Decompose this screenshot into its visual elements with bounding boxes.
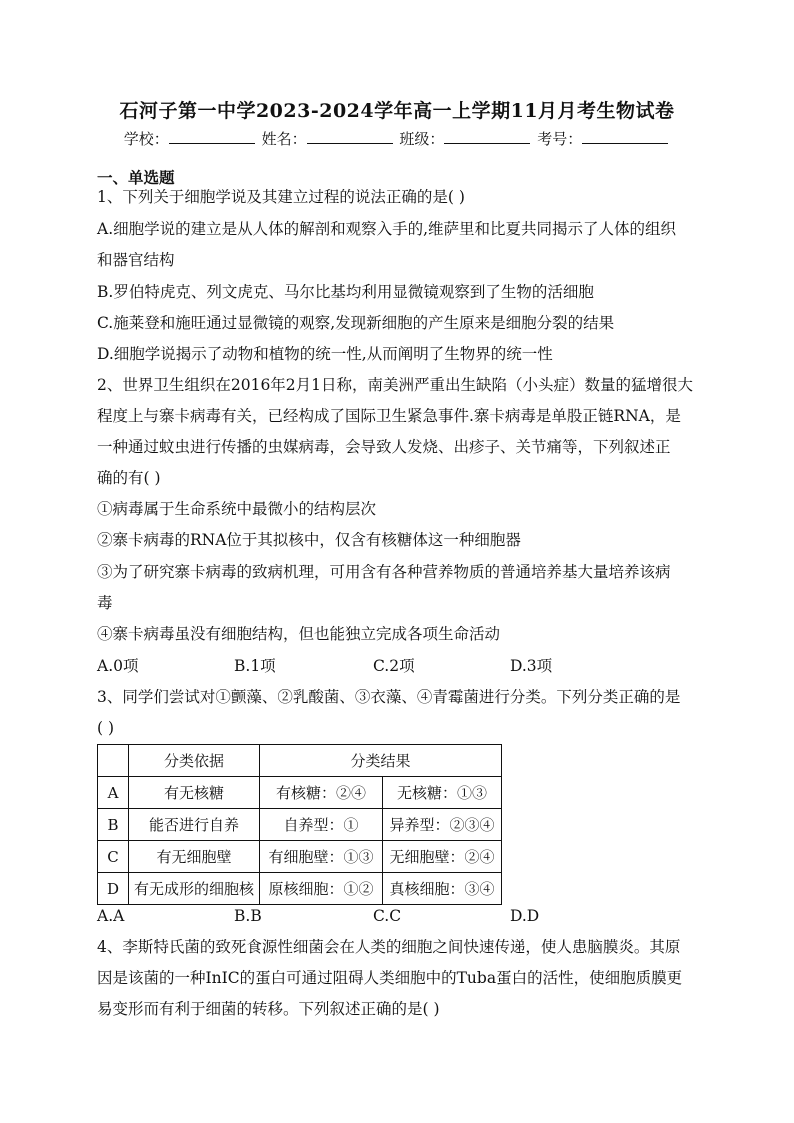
table-cell: D bbox=[98, 873, 129, 905]
table-cell: 有无成形的细胞核 bbox=[129, 873, 260, 905]
q4-stem-line2: 因是该菌的一种InIC的蛋白可通过阻碍人类细胞中的Tuba蛋白的活性，使细胞质膜更 bbox=[97, 969, 683, 987]
school-blank[interactable] bbox=[169, 129, 255, 144]
table-cell: 异养型：②③④ bbox=[383, 809, 502, 841]
table-row bbox=[98, 809, 502, 841]
q3-option-a[interactable]: A.A bbox=[97, 907, 125, 925]
table-cell: B bbox=[98, 809, 129, 841]
school-label: 学校： bbox=[123, 130, 169, 148]
class-blank[interactable] bbox=[444, 129, 530, 144]
table-row bbox=[98, 777, 502, 809]
q2-statement-3-line1: ③为了研究寨卡病毒的致病机理，可用含有各种营养物质的普通培养基大量培养该病 bbox=[97, 563, 671, 581]
table-cell: 原核细胞：①② bbox=[260, 873, 383, 905]
q1-stem: 1、下列关于细胞学说及其建立过程的说法正确的是( ) bbox=[97, 188, 465, 206]
name-blank[interactable] bbox=[307, 129, 393, 144]
table-header-row bbox=[98, 745, 502, 777]
q3-option-d[interactable]: D.D bbox=[510, 907, 540, 925]
q2-stem-line3: 一种通过蚊虫进行传播的虫媒病毒，会导致人发烧、出疹子、关节痛等，下列叙述正 bbox=[97, 438, 671, 456]
table-cell: 自养型：① bbox=[260, 809, 383, 841]
table-cell: A bbox=[98, 777, 129, 809]
q2-option-d[interactable]: D.3项 bbox=[510, 657, 553, 675]
table-cell: 无细胞壁：②④ bbox=[383, 841, 502, 873]
q1-option-a-line1: A.细胞学说的建立是从人体的解剖和观察入手的,维萨里和比夏共同揭示了人体的组织 bbox=[97, 220, 677, 238]
section-heading: 一、单选题 bbox=[97, 168, 175, 187]
class-label: 班级： bbox=[399, 130, 445, 148]
table-cell: 能否进行自养 bbox=[129, 809, 260, 841]
table-header-basis: 分类依据 bbox=[129, 745, 260, 777]
q1-option-c: C.施莱登和施旺通过显微镜的观察,发现新细胞的产生原来是细胞分裂的结果 bbox=[97, 314, 615, 332]
exam-no-label: 考号： bbox=[537, 130, 583, 148]
q3-option-c[interactable]: C.C bbox=[373, 907, 402, 925]
q2-option-a[interactable]: A.0项 bbox=[97, 657, 139, 675]
q1-option-a-line2: 和器官结构 bbox=[97, 251, 175, 269]
student-info-line bbox=[0, 128, 794, 149]
q3-option-b[interactable]: B.B bbox=[234, 907, 262, 925]
q2-statement-1: ①病毒属于生命系统中最微小的结构层次 bbox=[97, 500, 377, 518]
table-cell: 真核细胞：③④ bbox=[383, 873, 502, 905]
q2-statement-3-line2: 毒 bbox=[97, 594, 113, 612]
table-row bbox=[98, 873, 502, 905]
q2-stem-line1: 2、世界卫生组织在2016年2月1日称，南美洲严重出生缺陷（小头症）数量的猛增很大 bbox=[97, 376, 694, 394]
q2-stem-line4: 确的有( ) bbox=[97, 469, 161, 487]
q3-stem-line2: ( ) bbox=[97, 719, 115, 737]
table-cell: 有细胞壁：①③ bbox=[260, 841, 383, 873]
table-cell: C bbox=[98, 841, 129, 873]
q1-option-d: D.细胞学说揭示了动物和植物的统一性,从而阐明了生物界的统一性 bbox=[97, 345, 553, 363]
exam-no-blank[interactable] bbox=[582, 129, 668, 144]
table-cell: 有核糖：②④ bbox=[260, 777, 383, 809]
page-title: 石河子第一中学2023-2024学年高一上学期11月月考生物试卷 bbox=[119, 100, 675, 122]
classification-table bbox=[97, 744, 502, 905]
table-cell: 无核糖：①③ bbox=[383, 777, 502, 809]
q2-option-c[interactable]: C.2项 bbox=[373, 657, 415, 675]
table-header-empty bbox=[98, 745, 129, 777]
q4-stem-line1: 4、李斯特氏菌的致死食源性细菌会在人类的细胞之间快速传递，使人患脑膜炎。其原 bbox=[97, 938, 681, 956]
q4-stem-line3: 易变形而有利于细菌的转移。下列叙述正确的是( ) bbox=[97, 1000, 440, 1018]
q2-stem-line2: 程度上与寨卡病毒有关，已经构成了国际卫生紧急事件.寨卡病毒是单股正链RNA，是 bbox=[97, 407, 681, 425]
q3-stem-line1: 3、同学们尝试对①颤藻、②乳酸菌、③衣藻、④青霉菌进行分类。下列分类正确的是 bbox=[97, 688, 681, 706]
q1-option-b: B.罗伯特虎克、列文虎克、马尔比基均利用显微镜观察到了生物的活细胞 bbox=[97, 283, 594, 301]
q2-statement-4: ④寨卡病毒虽没有细胞结构，但也能独立完成各项生命活动 bbox=[97, 625, 501, 643]
name-label: 姓名： bbox=[261, 130, 307, 148]
q2-statement-2: ②寨卡病毒的RNA位于其拟核中，仅含有核糖体这一种细胞器 bbox=[97, 531, 521, 549]
q2-option-b[interactable]: B.1项 bbox=[234, 657, 276, 675]
table-cell: 有无核糖 bbox=[129, 777, 260, 809]
table-cell: 有无细胞壁 bbox=[129, 841, 260, 873]
table-row bbox=[98, 841, 502, 873]
table-header-result: 分类结果 bbox=[260, 745, 502, 777]
